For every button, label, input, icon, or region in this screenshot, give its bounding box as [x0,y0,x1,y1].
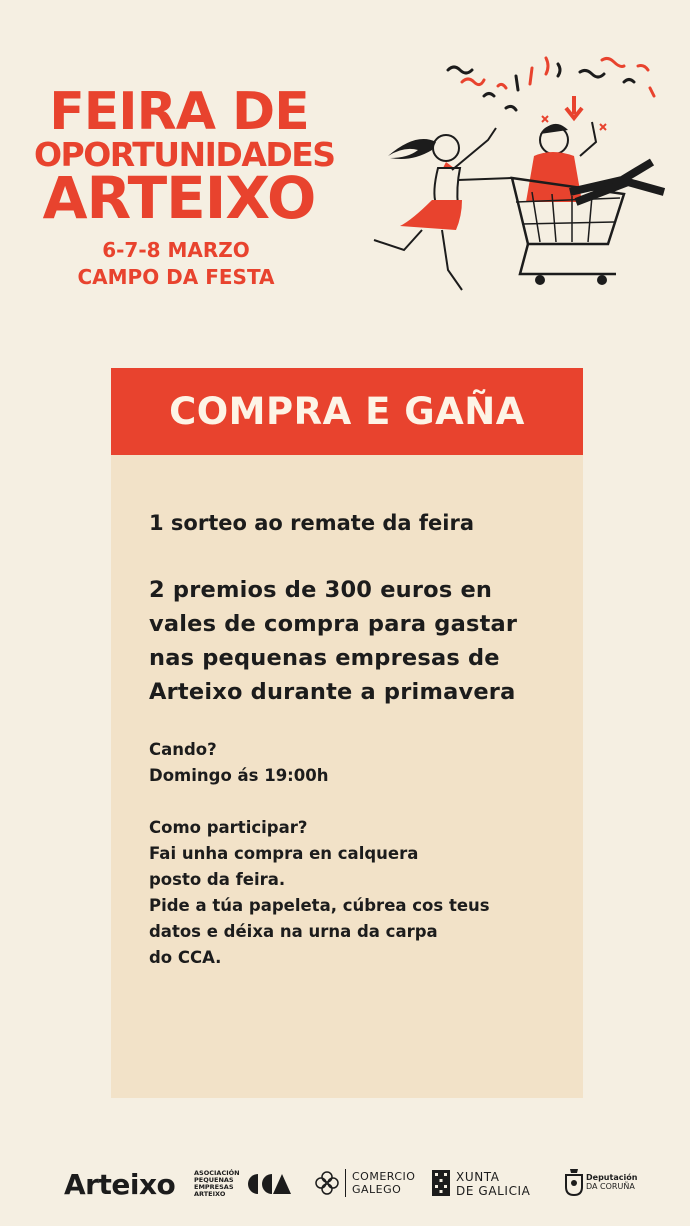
xunta-line: DE GALICIA [456,1184,531,1198]
comercio-line: COMERCIO [352,1170,416,1183]
how-section [149,815,583,971]
how-line: posto da feira. [149,870,286,889]
comercio-galego-icon [313,1169,341,1197]
shopping-cart-illustration [366,52,672,298]
draw-intro: 1 sorteo ao remate da feira [149,511,474,535]
title-line-3: ARTEIXO [42,164,316,232]
event-dates [34,237,318,291]
xunta-logo [456,1170,531,1198]
deputacion-logo [586,1173,637,1191]
how-line: datos e déixa na urna da carpa [149,922,438,941]
promo-heading: COMPRA E GAÑA [169,390,525,433]
prize-description: 2 premios de 300 euros en vales de compra para gastar nas pequenas empresas de Arteixo durante a primavera [149,577,518,705]
comercio-line: GALEGO [352,1183,402,1196]
asoc-line: ARTEIXO [194,1190,226,1198]
how-line: do CCA. [149,948,222,967]
divider [345,1169,346,1197]
when-value: Domingo ás 19:00h [149,766,329,785]
asociacion-logo-text [194,1170,240,1198]
when-label: Cando? [149,740,217,759]
xunta-crest-icon [431,1169,451,1197]
event-venue: CAMPO DA FESTA [77,265,275,289]
comercio-galego-logo [352,1170,415,1196]
xunta-line: XUNTA [456,1170,500,1184]
event-title [34,82,335,232]
when-section [149,737,583,789]
promo-body [111,455,583,971]
promo-card [111,368,583,1098]
dep-line: DA CORUÑA [586,1182,635,1191]
arteixo-logo: Arteixo [64,1168,176,1201]
title-line-2: OPORTUNIDADES [34,135,335,174]
asoc-line: ASOCIACIÓN [194,1169,240,1177]
asoc-line: EMPRESAS [194,1183,234,1191]
event-date: 6-7-8 MARZO [102,238,250,262]
cca-logo-icon [244,1172,292,1196]
how-label: Como participar? [149,818,308,837]
deputacion-crest-icon [564,1165,584,1197]
asoc-line: PEQUENAS [194,1176,234,1184]
promo-heading-banner [111,368,583,455]
title-line-1: FEIRA DE [49,82,309,142]
how-line: Pide a túa papeleta, cúbrea cos teus [149,896,490,915]
dep-line: Deputación [586,1173,638,1182]
how-line: Fai unha compra en calquera [149,844,419,863]
sponsor-footer [0,1160,690,1210]
